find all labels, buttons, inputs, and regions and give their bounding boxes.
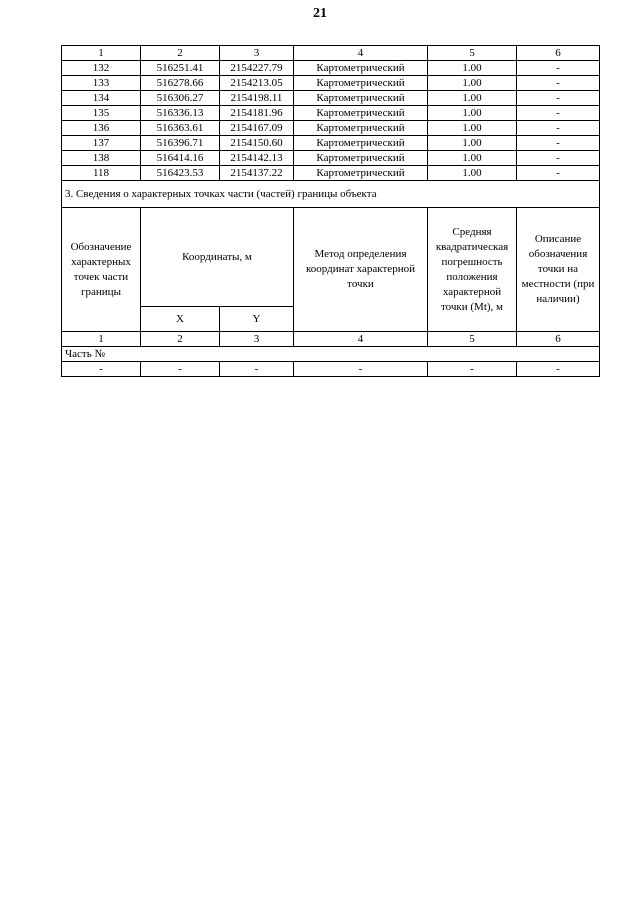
- table-row: [62, 136, 600, 151]
- part-label: Часть №: [62, 347, 600, 362]
- column-number: 1: [62, 46, 141, 61]
- column-number: 3: [220, 46, 294, 61]
- empty-cell: -: [294, 362, 428, 377]
- description: -: [517, 76, 600, 91]
- description: -: [517, 106, 600, 121]
- method: Картометрический: [294, 136, 428, 151]
- header-method: Метод определения координат характерной точки: [294, 208, 428, 332]
- description: -: [517, 91, 600, 106]
- point-id: 138: [62, 151, 141, 166]
- coordinate-x: 516278.66: [141, 76, 220, 91]
- empty-cell: -: [220, 362, 294, 377]
- coordinate-y: 2154142.13: [220, 151, 294, 166]
- method: Картометрический: [294, 61, 428, 76]
- coordinate-y: 2154167.09: [220, 121, 294, 136]
- section-title-row: [62, 181, 600, 208]
- header-coordinates: Координаты, м: [141, 208, 294, 307]
- table-row: [62, 151, 600, 166]
- error-value: 1.00: [428, 166, 517, 181]
- method: Картометрический: [294, 106, 428, 121]
- column-number: 4: [294, 332, 428, 347]
- method: Картометрический: [294, 91, 428, 106]
- table-row: [62, 121, 600, 136]
- empty-cell: -: [141, 362, 220, 377]
- error-value: 1.00: [428, 121, 517, 136]
- page-number: 21: [313, 6, 327, 21]
- coordinate-y: 2154150.60: [220, 136, 294, 151]
- header-description: Описание обозначения точки на местности (при наличии): [517, 208, 600, 332]
- column-number: 5: [428, 46, 517, 61]
- header-x: X: [141, 307, 220, 332]
- point-id: 136: [62, 121, 141, 136]
- coordinate-y: 2154137.22: [220, 166, 294, 181]
- error-value: 1.00: [428, 61, 517, 76]
- description: -: [517, 166, 600, 181]
- section-column-number-row: [62, 332, 600, 347]
- table-row: [62, 362, 600, 377]
- empty-cell: -: [428, 362, 517, 377]
- method: Картометрический: [294, 121, 428, 136]
- method: Картометрический: [294, 76, 428, 91]
- method: Картометрический: [294, 151, 428, 166]
- column-number: 5: [428, 332, 517, 347]
- column-number-row: [62, 46, 600, 61]
- error-value: 1.00: [428, 106, 517, 121]
- part-row: [62, 347, 600, 362]
- point-id: 134: [62, 91, 141, 106]
- description: -: [517, 61, 600, 76]
- table-row: [62, 166, 600, 181]
- column-number: 4: [294, 46, 428, 61]
- error-value: 1.00: [428, 76, 517, 91]
- description: -: [517, 121, 600, 136]
- header-y: Y: [220, 307, 294, 332]
- table-row: [62, 61, 600, 76]
- column-number: 2: [141, 332, 220, 347]
- column-number: 2: [141, 46, 220, 61]
- method: Картометрический: [294, 166, 428, 181]
- error-value: 1.00: [428, 91, 517, 106]
- coordinates-table: [61, 45, 600, 377]
- coordinate-x: 516414.16: [141, 151, 220, 166]
- error-value: 1.00: [428, 136, 517, 151]
- point-id: 132: [62, 61, 141, 76]
- column-number: 6: [517, 46, 600, 61]
- column-number: 1: [62, 332, 141, 347]
- point-id: 118: [62, 166, 141, 181]
- table-row: [62, 76, 600, 91]
- empty-cell: -: [517, 362, 600, 377]
- header-designation: Обозначение характерных точек части границы: [62, 208, 141, 332]
- coordinate-x: 516251.41: [141, 61, 220, 76]
- description: -: [517, 136, 600, 151]
- section-header-row: [62, 208, 600, 307]
- table-row: [62, 91, 600, 106]
- point-id: 133: [62, 76, 141, 91]
- error-value: 1.00: [428, 151, 517, 166]
- column-number: 3: [220, 332, 294, 347]
- coordinate-x: 516336.13: [141, 106, 220, 121]
- table-row: [62, 106, 600, 121]
- coordinate-y: 2154213.05: [220, 76, 294, 91]
- empty-cell: -: [62, 362, 141, 377]
- coordinate-y: 2154227.79: [220, 61, 294, 76]
- coordinate-x: 516396.71: [141, 136, 220, 151]
- coordinate-y: 2154181.96: [220, 106, 294, 121]
- header-error: Средняя квадратическая погрешность положения характерной точки (Mt), м: [428, 208, 517, 332]
- coordinate-x: 516423.53: [141, 166, 220, 181]
- coordinate-x: 516363.61: [141, 121, 220, 136]
- coordinate-x: 516306.27: [141, 91, 220, 106]
- column-number: 6: [517, 332, 600, 347]
- description: -: [517, 151, 600, 166]
- point-id: 135: [62, 106, 141, 121]
- point-id: 137: [62, 136, 141, 151]
- coordinate-y: 2154198.11: [220, 91, 294, 106]
- section-title: 3. Сведения о характерных точках части (частей) границы объекта: [62, 181, 600, 208]
